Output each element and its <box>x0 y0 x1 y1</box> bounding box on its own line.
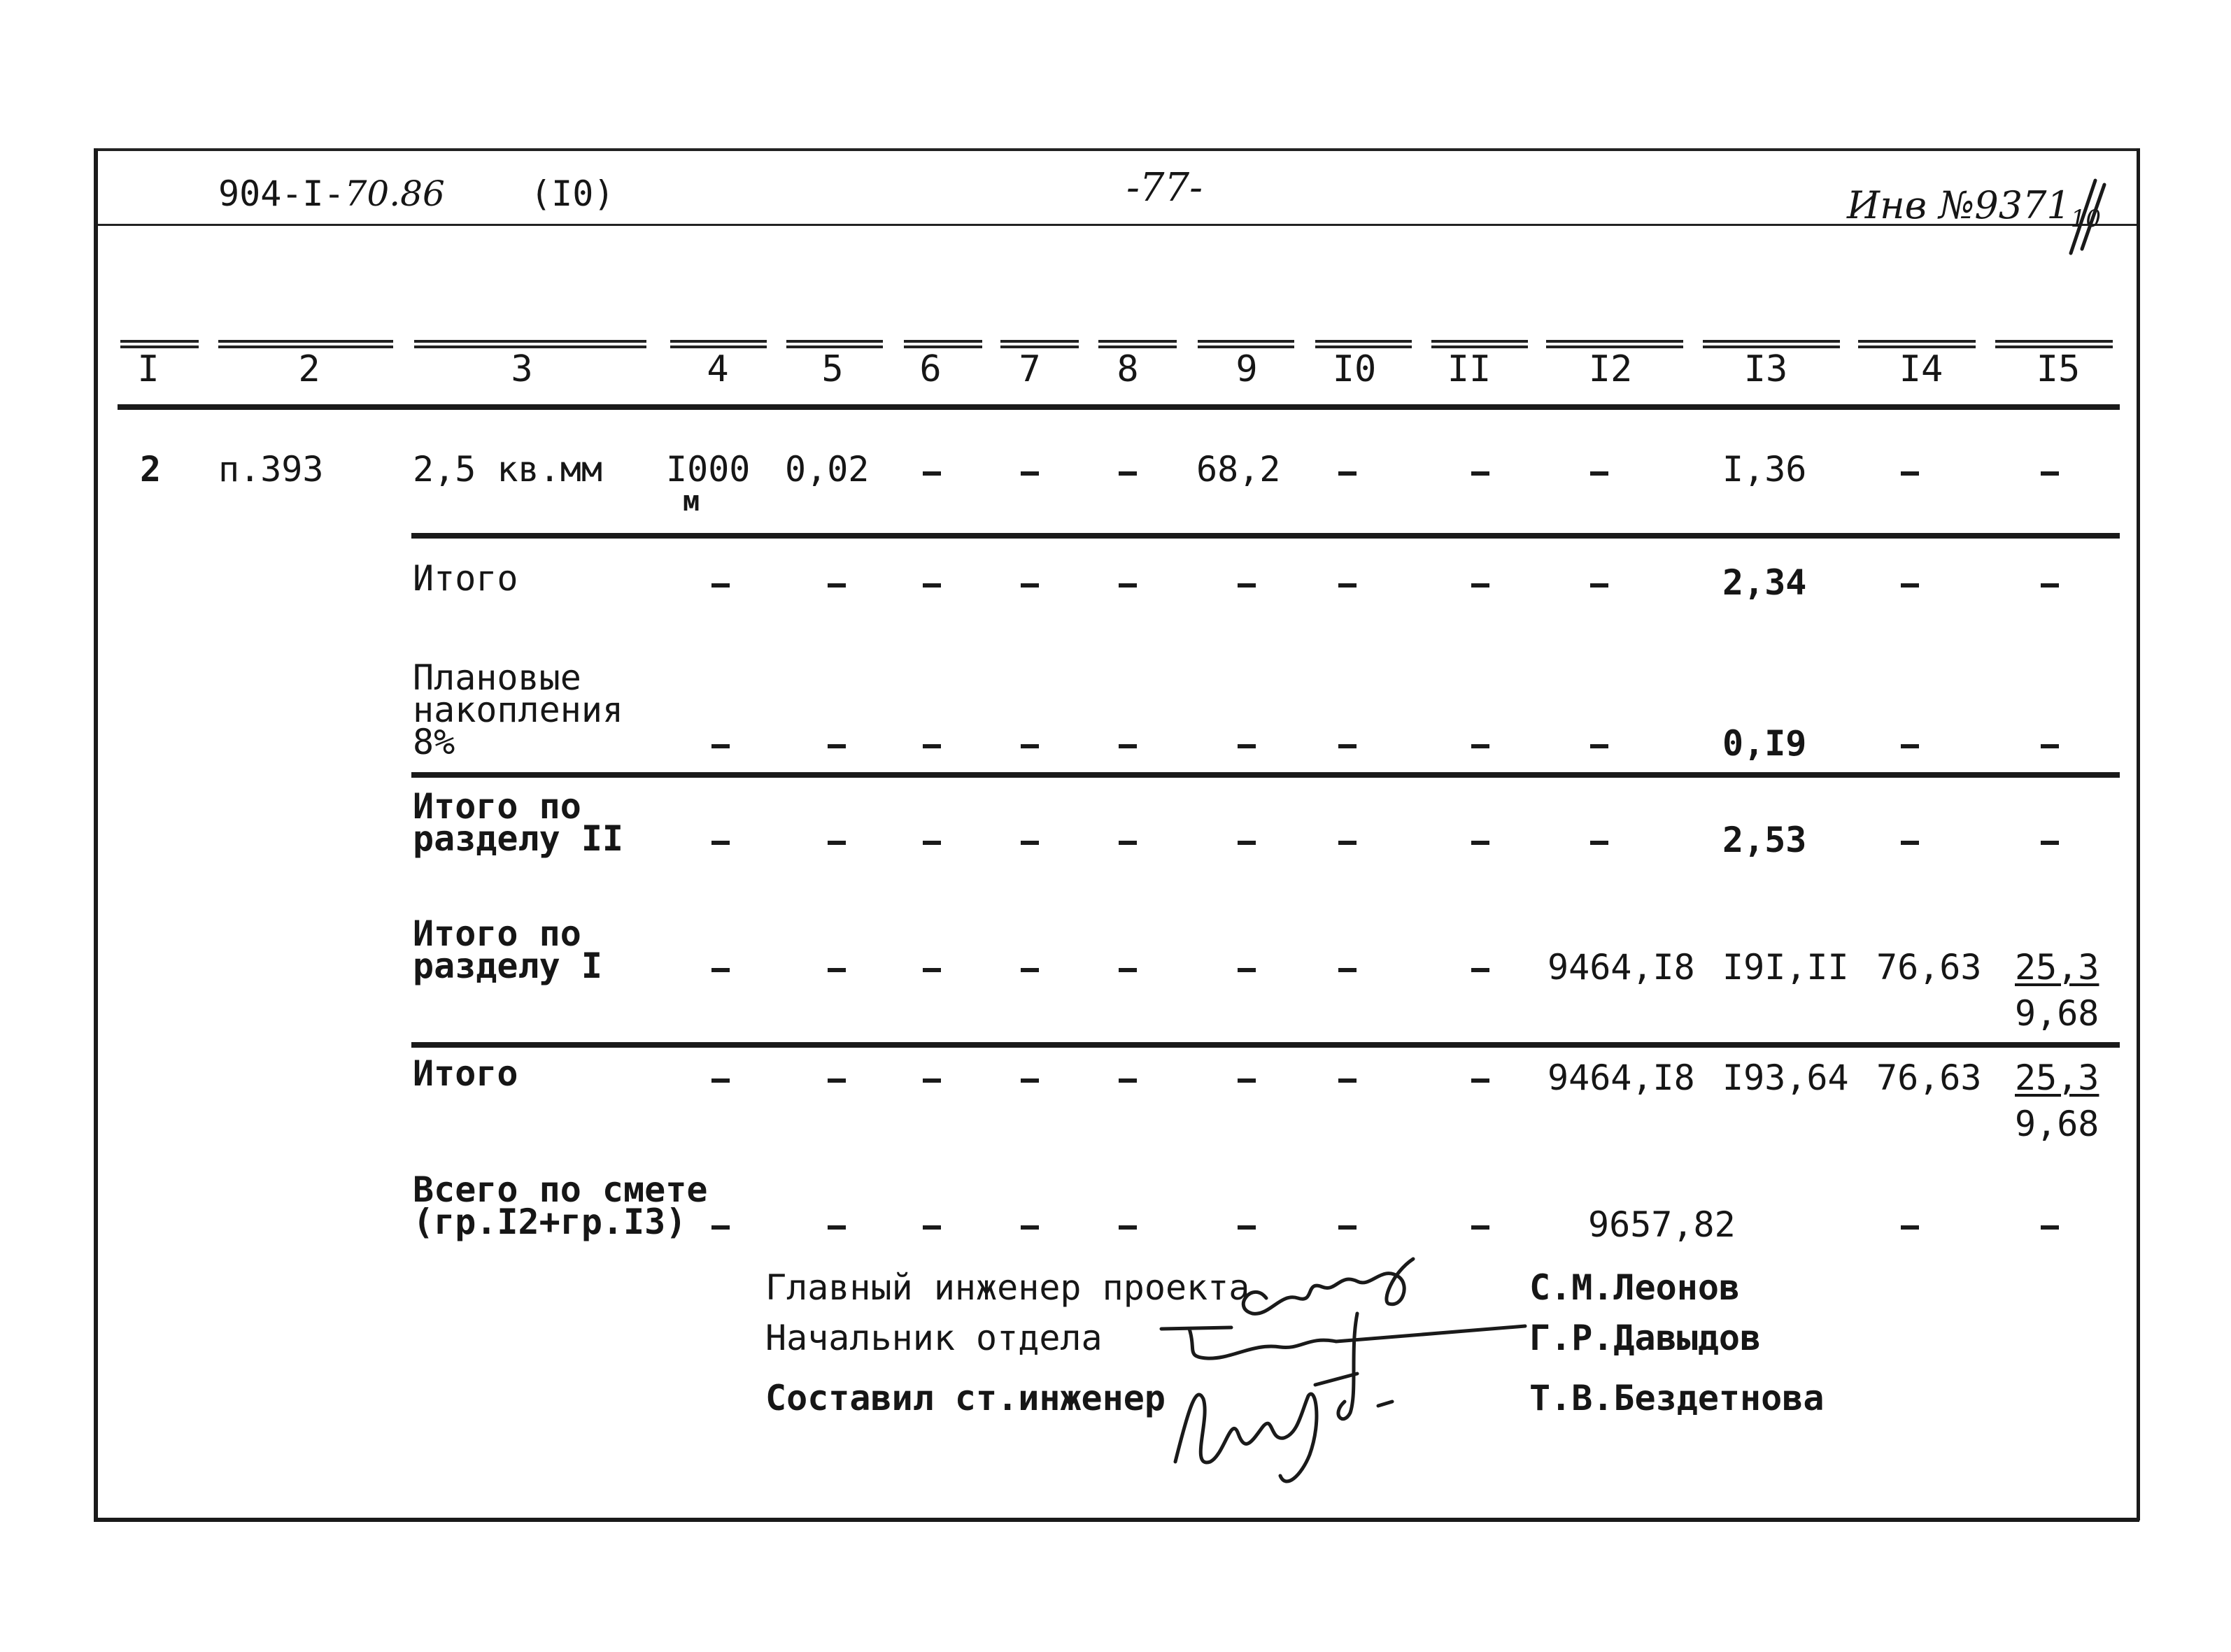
frame-bottom-border <box>94 1518 2139 1522</box>
dash-mark <box>1119 841 1137 845</box>
column-number-8: 8 <box>1117 348 1139 390</box>
dash-mark <box>1119 1078 1137 1083</box>
column-number-3: 3 <box>511 348 533 390</box>
column-rule <box>1000 340 1079 348</box>
dash-mark <box>1471 1225 1489 1230</box>
row-item-unit-suffix: м <box>683 485 700 518</box>
row-grand-col12-13: 9657,82 <box>1588 1204 1736 1245</box>
dash-mark <box>828 583 846 588</box>
column-number-14: I4 <box>1899 348 1943 390</box>
dash-mark <box>923 1225 941 1230</box>
dash-mark <box>1590 744 1608 748</box>
dash-mark <box>1021 1078 1039 1083</box>
row-total-col12: 9464,I8 <box>1547 1058 1695 1098</box>
dash-mark <box>1119 583 1137 588</box>
signature-bezdetnova-scribble <box>1175 1374 1392 1481</box>
frame-left-border <box>94 148 98 1521</box>
dash-mark <box>1338 471 1357 476</box>
column-rule <box>904 340 982 348</box>
dash-mark <box>1471 583 1489 588</box>
dash-mark <box>1119 968 1137 972</box>
dash-mark <box>828 1078 846 1083</box>
signature-davydov-scribble <box>1161 1313 1525 1419</box>
frame-right-border <box>2137 148 2140 1521</box>
column-number-1: I <box>137 348 160 390</box>
column-number-9: 9 <box>1235 348 1258 390</box>
column-number-12: I2 <box>1588 348 1633 390</box>
column-rule <box>1315 340 1412 348</box>
dash-mark <box>1471 744 1489 748</box>
dash-mark <box>1901 471 1919 476</box>
column-rule <box>1431 340 1528 348</box>
signature-role-chief-engineer: Главный инженер проекта <box>765 1267 1250 1308</box>
column-rule <box>670 340 767 348</box>
dash-mark <box>1119 1225 1137 1230</box>
document-code-prefix: 904-I- <box>218 173 345 214</box>
row-subtotal-label: Итого <box>413 558 518 599</box>
dash-mark <box>1471 471 1489 476</box>
dash-mark <box>711 841 730 845</box>
dash-mark <box>1119 744 1137 748</box>
dash-mark <box>1901 1225 1919 1230</box>
column-rule <box>786 340 883 348</box>
row-total-col14: 76,63 <box>1876 1058 1982 1098</box>
row-item-col9: 68,2 <box>1196 449 1281 490</box>
column-number-11: II <box>1447 348 1492 390</box>
dash-mark <box>1238 968 1256 972</box>
row-section2-label <box>413 786 624 859</box>
dash-mark <box>1021 1225 1039 1230</box>
dash-mark <box>711 744 730 748</box>
dash-mark <box>1021 583 1039 588</box>
inventory-number-main: Инв №9371 <box>1847 183 2071 227</box>
dash-mark <box>1338 583 1357 588</box>
dash-mark <box>1021 744 1039 748</box>
dash-mark <box>711 1225 730 1230</box>
dash-mark <box>711 583 730 588</box>
dash-mark <box>1238 583 1256 588</box>
row-planned-label-line1: Плановые <box>413 657 581 698</box>
column-number-7: 7 <box>1019 348 1041 390</box>
dash-mark <box>1471 1078 1489 1083</box>
column-number-2: 2 <box>298 348 320 390</box>
dash-mark <box>923 744 941 748</box>
inventory-slash-mark <box>2057 175 2113 259</box>
dash-mark <box>2041 471 2059 476</box>
signature-name-chief-engineer: С.М.Леонов <box>1529 1267 1741 1308</box>
header-divider <box>98 224 2137 226</box>
column-rule <box>414 340 646 348</box>
row-section1-label <box>413 913 602 986</box>
dash-mark <box>1238 841 1256 845</box>
dash-mark <box>2041 841 2059 845</box>
row-section1-col12: 9464,I8 <box>1547 947 1695 988</box>
frame-top-border <box>94 148 2139 151</box>
dash-mark <box>828 841 846 845</box>
dash-mark <box>1590 471 1608 476</box>
column-number-5: 5 <box>821 348 844 390</box>
dash-mark <box>1238 1225 1256 1230</box>
document-code-handwritten: 70.86 <box>344 173 445 214</box>
column-rule <box>1703 340 1840 348</box>
column-number-6: 6 <box>919 348 942 390</box>
dash-mark <box>1238 1078 1256 1083</box>
dash-mark <box>923 968 941 972</box>
row-item-unit: I000 <box>666 449 751 490</box>
column-number-4: 4 <box>707 348 729 390</box>
row-item-name: 2,5 кв.мм <box>413 449 602 490</box>
signature-role-senior-engineer: Составил ст.инженер <box>765 1378 1166 1418</box>
dash-mark <box>1590 583 1608 588</box>
dash-mark <box>2041 583 2059 588</box>
dash-mark <box>1901 841 1919 845</box>
row-section2-label-line1: Итого по <box>413 786 581 827</box>
signature-name-department-head: Г.Р.Давыдов <box>1529 1318 1762 1358</box>
table-header-rule <box>118 404 2120 410</box>
dash-mark <box>923 471 941 476</box>
row-total-col15-top: 25,3 <box>2015 1058 2099 1098</box>
row-item-col5: 0,02 <box>785 449 870 490</box>
dash-mark <box>1021 968 1039 972</box>
row-total-label: Итого <box>413 1053 518 1094</box>
row-item-reference: п.393 <box>218 449 324 490</box>
dash-mark <box>1338 1078 1357 1083</box>
row-rule <box>411 772 2120 778</box>
row-section1-col13: I9I,II <box>1722 947 1849 988</box>
row-section1-col15-top: 25,3 <box>2015 947 2099 988</box>
dash-mark <box>1021 841 1039 845</box>
row-section1-col15-bottom: 9,68 <box>2015 993 2099 1034</box>
row-section2-col13: 2,53 <box>1722 820 1807 860</box>
document-part: (I0) <box>530 173 615 214</box>
column-rule <box>1546 340 1683 348</box>
row-grand-label-line2: (гр.I2+гр.I3) <box>413 1202 687 1242</box>
row-total-col13: I93,64 <box>1722 1058 1849 1098</box>
dash-mark <box>828 1225 846 1230</box>
page-number: -77- <box>1126 165 1203 211</box>
row-rule <box>411 1042 2120 1048</box>
row-item-col13: I,36 <box>1722 449 1807 490</box>
row-planned-col13: 0,I9 <box>1722 723 1807 764</box>
row-section1-label-line1: Итого по <box>413 913 581 954</box>
signature-name-senior-engineer: Т.В.Бездетнова <box>1529 1378 1825 1418</box>
dash-mark <box>1338 744 1357 748</box>
dash-mark <box>1338 1225 1357 1230</box>
document-code <box>218 173 445 214</box>
row-grand-label <box>413 1169 708 1242</box>
column-rule <box>1098 340 1177 348</box>
signature-role-department-head: Начальник отдела <box>765 1318 1103 1358</box>
column-rule <box>1198 340 1294 348</box>
dash-mark <box>1590 841 1608 845</box>
dash-mark <box>1901 744 1919 748</box>
column-number-15: I5 <box>2036 348 2081 390</box>
column-number-13: I3 <box>1743 348 1788 390</box>
dash-mark <box>923 583 941 588</box>
signature-leonov-scribble <box>1243 1259 1413 1313</box>
row-grand-label-line1: Всего по смете <box>413 1169 708 1210</box>
row-planned-label-line3: 8% <box>413 722 455 762</box>
dash-mark <box>1119 471 1137 476</box>
dash-mark <box>828 744 846 748</box>
row-item-number: 2 <box>140 449 162 490</box>
dash-mark <box>1338 841 1357 845</box>
dash-mark <box>1471 841 1489 845</box>
column-rule <box>120 340 199 348</box>
dash-mark <box>1238 744 1256 748</box>
dash-mark <box>1338 968 1357 972</box>
dash-mark <box>2041 744 2059 748</box>
handwritten-signatures <box>1147 1231 1539 1497</box>
row-planned-label-line2: накопления <box>413 690 624 730</box>
dash-mark <box>1021 471 1039 476</box>
row-section2-label-line2: разделу II <box>413 818 624 859</box>
column-rule <box>218 340 393 348</box>
column-number-10: I0 <box>1332 348 1377 390</box>
row-planned-label <box>413 657 624 762</box>
column-rule <box>1858 340 1976 348</box>
dash-mark <box>711 1078 730 1083</box>
dash-mark <box>711 968 730 972</box>
dash-mark <box>923 1078 941 1083</box>
dash-mark <box>923 841 941 845</box>
inventory-number-sub: 10 <box>2070 205 2102 233</box>
row-subtotal-col13: 2,34 <box>1722 562 1807 603</box>
dash-mark <box>1471 968 1489 972</box>
column-rule <box>1995 340 2113 348</box>
dash-mark <box>828 968 846 972</box>
row-rule <box>411 533 2120 539</box>
row-section1-col14: 76,63 <box>1876 947 1982 988</box>
dash-mark <box>1901 583 1919 588</box>
row-total-col15-bottom: 9,68 <box>2015 1104 2099 1144</box>
dash-mark <box>2041 1225 2059 1230</box>
row-section1-label-line2: разделу I <box>413 946 602 986</box>
